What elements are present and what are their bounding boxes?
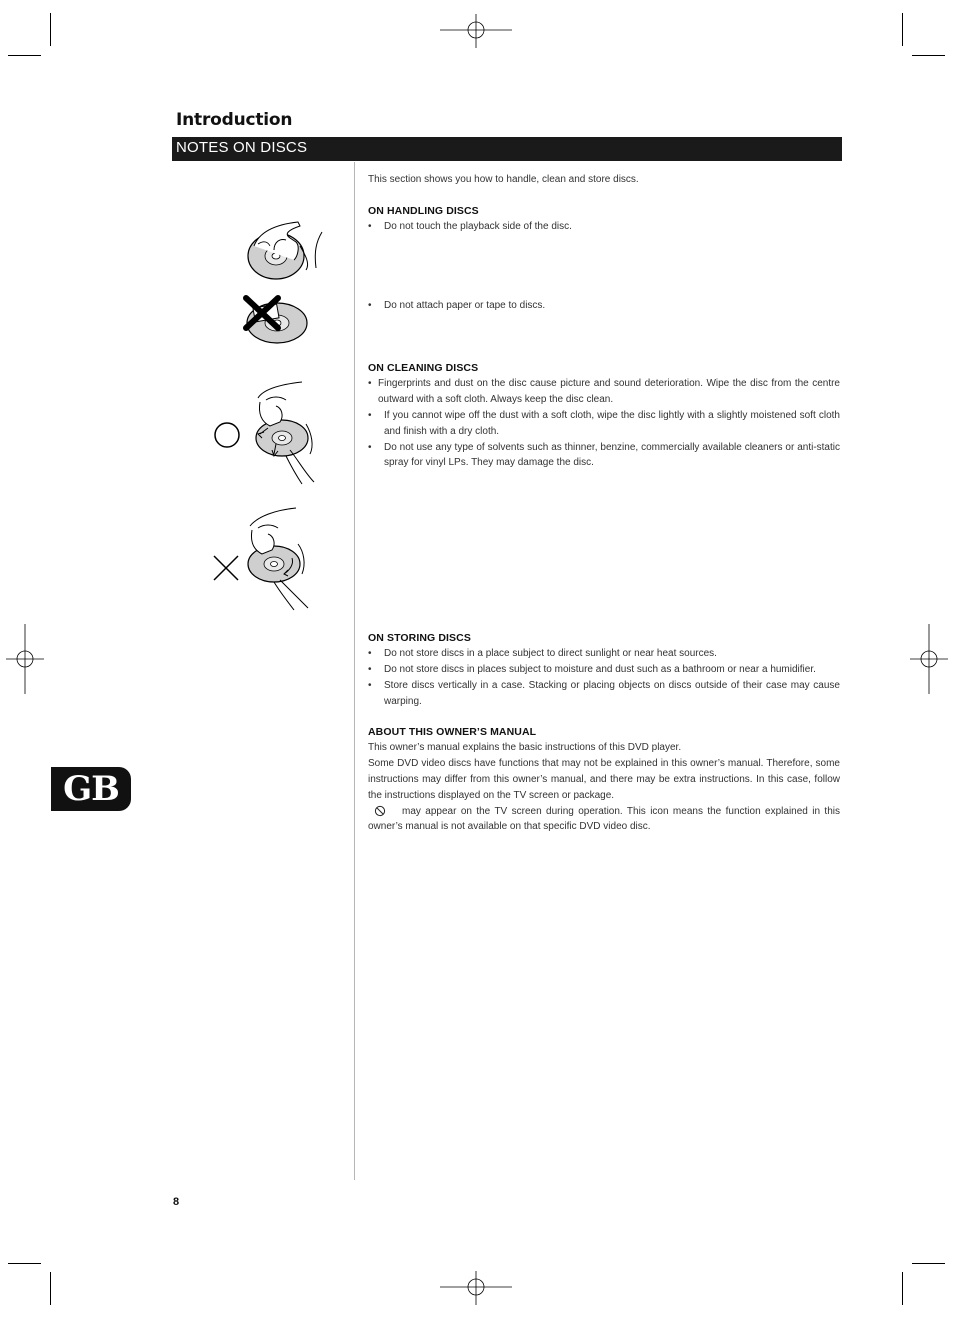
manual-paragraph: This owner’s manual explains the basic instructions of this DVD player.	[368, 742, 682, 754]
intro-text: This section shows you how to handle, clean and store discs.	[368, 174, 639, 185]
manual-icon-note: may appear on the TV screen during operation. This icon means the function explained in this owner’s manual is not available on that specific DVD video disc.	[368, 805, 840, 833]
manual-heading: ABOUT THIS OWNER’S MANUAL	[368, 726, 537, 739]
column-divider	[354, 162, 355, 1180]
handling-list	[368, 219, 840, 235]
bullet: •	[368, 220, 372, 232]
list-item: • Do not touch the playback side of the disc.	[368, 219, 840, 235]
content-column	[368, 172, 840, 835]
list-item: • Do not store discs in places subject to moisture and dust such as a bathroom or near a humidifier.	[368, 662, 840, 678]
bullet: •	[368, 409, 372, 421]
crop-mark	[50, 1272, 51, 1305]
list-item: • If you cannot wipe off the dust with a soft cloth, wipe the disc lightly with a slightly moistened soft cloth and finish with a dry cloth.	[368, 409, 840, 437]
disc-handling-icon	[240, 216, 330, 286]
cleaning-heading: ON CLEANING DISCS	[368, 362, 479, 375]
disc-tape-prohibited-icon	[240, 294, 312, 348]
storing-list	[368, 646, 840, 709]
section-title: Introduction	[176, 110, 293, 130]
language-badge: GB	[51, 767, 131, 811]
cleaning-list	[368, 376, 840, 471]
crop-mark	[912, 55, 945, 56]
list-item: • Do not use any type of solvents such as thinner, benzine, commercially available cleaners or anti-static spray for vinyl LPs. They may damage the disc.	[368, 441, 840, 469]
list-item: • Store discs vertically in a case. Stacking or placing objects on discs outside of their case may cause warping.	[368, 679, 840, 707]
handling-list-2	[368, 298, 840, 314]
bullet: •	[368, 648, 372, 660]
list-item: • Do not attach paper or tape to discs.	[368, 298, 840, 314]
crop-mark	[8, 1263, 41, 1264]
wipe-correct-icon	[210, 378, 322, 488]
registration-mark-bottom	[440, 1271, 512, 1305]
list-item: • Fingerprints and dust on the disc cause picture and sound deterioration. Wipe the disc from the centre outward with a soft cloth. Always keep the disc clean.	[368, 378, 840, 406]
crop-mark	[912, 1263, 945, 1264]
page-number: 8	[173, 1196, 180, 1208]
crop-mark	[902, 13, 903, 46]
crop-mark	[8, 55, 41, 56]
wipe-wrong-icon	[210, 504, 322, 614]
crop-mark	[50, 13, 51, 46]
crop-mark	[902, 1272, 903, 1305]
registration-mark-top	[440, 14, 512, 48]
manual-paragraph: Some DVD video discs have functions that may not be explained in this owner’s manual. Therefore, some instructions may differ from this owner’s manual, and there may be extra instructions. In this case, follow the instructions displayed on the TV screen or package.	[368, 758, 840, 801]
handling-heading: ON HANDLING DISCS	[368, 204, 479, 217]
bullet: •	[368, 378, 372, 390]
bullet: •	[368, 299, 372, 311]
prohibited-icon	[374, 805, 386, 817]
bullet: •	[368, 679, 372, 691]
list-item: • Do not store discs in a place subject to direct sunlight or near heat sources.	[368, 646, 840, 662]
title-bar	[172, 137, 842, 161]
registration-mark-right	[910, 624, 948, 694]
title-bar-label: NOTES ON DISCS	[176, 139, 308, 156]
bullet: •	[368, 441, 372, 453]
bullet: •	[368, 663, 372, 675]
storing-heading: ON STORING DISCS	[368, 632, 471, 645]
registration-mark-left	[6, 624, 44, 694]
